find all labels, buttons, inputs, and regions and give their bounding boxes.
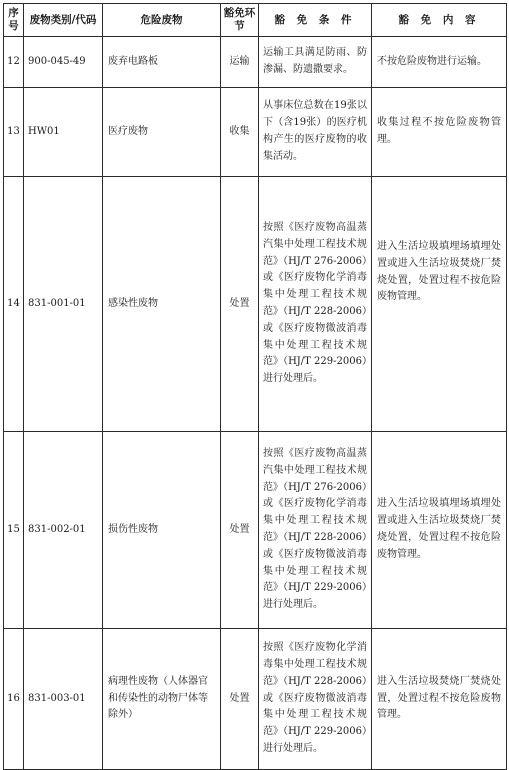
row-condition: 按照《医疗废物高温蒸汽集中处理工程技术规范》（HJ/T 276-2006）或《医疗废物化学消毒集中处理工程技术规范》（HJ/T 228-2006）或《医疗废物微波消毒集中处理工程技术规范》（HJ/T 229-2006）进行处理后。 [259, 177, 372, 432]
header-waste: 危险废物 [103, 4, 221, 37]
row-condition: 按照《医疗废物高温蒸汽集中处理工程技术规范》（HJ/T 276-2006）或《医疗废物化学消毒集中处理工程技术规范》（HJ/T 228-2006）或《医疗废物微波消毒集中处理工程技术规范》（HJ/T 229-2006）进行处理后。 [259, 432, 372, 629]
row-seq: 14 [4, 177, 24, 432]
row-code: 831-001-01 [24, 177, 103, 432]
table-header-row [4, 4, 507, 37]
row-code: 900-045-49 [24, 37, 103, 88]
row-code: 831-002-01 [24, 432, 103, 629]
row-content: 进入生活垃圾焚烧厂焚烧处置，处置过程不按危险废物管理。 [372, 629, 507, 770]
row-stage: 处置 [221, 432, 259, 629]
row-waste: 病理性废物（人体器官和传染性的动物尸体等除外） [103, 629, 221, 770]
row-content: 收集过程不按危险废物管理。 [372, 88, 507, 177]
row-stage: 处置 [221, 177, 259, 432]
row-seq: 16 [4, 629, 24, 770]
row-stage: 处置 [221, 629, 259, 770]
header-content: 豁 免 内 容 [372, 4, 507, 37]
row-waste: 废弃电路板 [103, 37, 221, 88]
table-row [4, 432, 507, 629]
row-waste: 感染性废物 [103, 177, 221, 432]
exemption-table [3, 3, 507, 770]
row-content: 进入生活垃圾填埋场填埋处置或进入生活垃圾焚烧厂焚烧处置，处置过程不按危险废物管理。 [372, 177, 507, 432]
row-content: 进入生活垃圾填埋场填埋处置或进入生活垃圾焚烧厂焚烧处置，处置过程不按危险废物管理。 [372, 432, 507, 629]
table-row [4, 177, 507, 432]
row-condition: 从事床位总数在19张以下（含19张）的医疗机构产生的医疗废物的收集活动。 [259, 88, 372, 177]
row-seq: 12 [4, 37, 24, 88]
row-stage: 收集 [221, 88, 259, 177]
header-stage: 豁免环节 [221, 4, 259, 37]
table-row [4, 88, 507, 177]
table-row [4, 37, 507, 88]
header-condition: 豁 免 条 件 [259, 4, 372, 37]
row-code: HW01 [24, 88, 103, 177]
row-waste: 医疗废物 [103, 88, 221, 177]
row-seq: 15 [4, 432, 24, 629]
header-category: 废物类别/代码 [24, 4, 103, 37]
row-condition: 按照《医疗废物化学消毒集中处理工程技术规范》（HJ/T 228-2006）或《医疗废物微波消毒集中处理工程技术规范》（HJ/T 229-2006）进行处理后。 [259, 629, 372, 770]
row-content: 不按危险废物进行运输。 [372, 37, 507, 88]
row-waste: 损伤性废物 [103, 432, 221, 629]
table-row [4, 629, 507, 770]
header-seq: 序号 [4, 4, 24, 37]
row-stage: 运输 [221, 37, 259, 88]
row-code: 831-003-01 [24, 629, 103, 770]
row-condition: 运输工具满足防雨、防渗漏、防遗撒要求。 [259, 37, 372, 88]
row-seq: 13 [4, 88, 24, 177]
